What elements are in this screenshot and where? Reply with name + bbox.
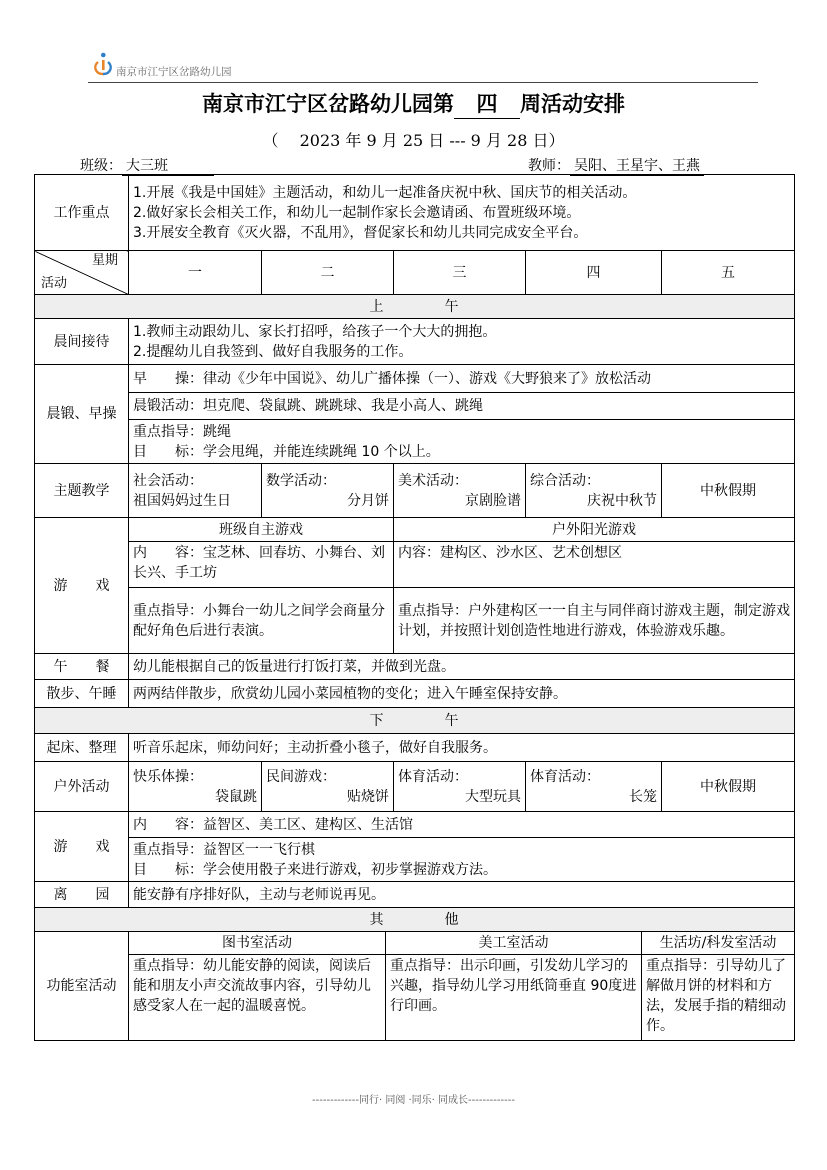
- reception-label: 晨间接待: [35, 319, 129, 365]
- weekly-plan-table: [34, 174, 795, 1041]
- indoor-games-title: 班级自主游戏: [129, 518, 394, 542]
- activity-name: 贴烧饼: [347, 788, 389, 805]
- corner-weekday-label: 星期: [91, 253, 118, 268]
- lesson-name: 京剧脸谱: [465, 492, 521, 509]
- lesson-name: 分月饼: [347, 492, 389, 509]
- weekday-mon: 一: [129, 251, 262, 295]
- reception-row: [35, 319, 795, 365]
- morning-section-row: [35, 295, 795, 319]
- title-suffix: 周活动安排: [520, 91, 625, 116]
- leave-label: 离 园: [35, 882, 129, 908]
- exercise-activities: 晨锻活动：坦克爬、袋鼠跳、跳跳球、我是小高人、跳绳: [129, 393, 795, 420]
- afternoon-games-label: 游 戏: [35, 812, 129, 882]
- header-rule: [88, 82, 758, 83]
- activity-type: 快乐体操：: [133, 768, 203, 785]
- teacher-value: 吴阳、王星宇、王燕: [570, 155, 704, 176]
- games-goal-text: 目 标：学会使用骰子来进行游戏，初步掌握游戏方法。: [133, 861, 497, 878]
- work-focus-item: 1.开展《我是中国娃》主题活动，和幼儿一起准备庆祝中秋、国庆节的相关活动。: [133, 184, 637, 201]
- exercise-goal-text: 目 标：学会甩绳，并能连续跳绳 10 个以上。: [133, 443, 440, 460]
- wakeup-row: [35, 734, 795, 762]
- lesson-type: 数学活动：: [266, 472, 336, 489]
- nap-content: 两两结伴散步，欣赏幼儿园小菜园植物的变化；进入午睡室保持安静。: [129, 680, 795, 708]
- afternoon-games-focus-row: [35, 838, 795, 882]
- theme-teaching-row: [35, 464, 795, 518]
- reception-line: 2.提醒幼儿自我签到、做好自我服务的工作。: [133, 343, 413, 360]
- life-room-title: 生活坊/科发室活动: [642, 932, 795, 955]
- activity-name: 长笼: [629, 788, 657, 805]
- weekday-corner-cell: [35, 251, 129, 295]
- exercise-focus-row: [35, 420, 795, 464]
- games-focus-text: 重点指导：益智区一一飞行棋: [133, 841, 315, 858]
- morning-section-header: 上 午: [35, 295, 795, 319]
- exercise-focus-text: 重点指导：跳绳: [133, 423, 231, 440]
- morning-exercise: 早 操：律动《少年中国说》、幼儿广播体操（一）、游戏《大野狼来了》放松活动: [129, 365, 795, 393]
- afternoon-section-header: 下 午: [35, 708, 795, 734]
- outdoor-activity-tue: [262, 762, 394, 812]
- work-focus-label: 工作重点: [35, 175, 129, 251]
- reception-line: 1.教师主动跟幼儿、家长打招呼，给孩子一个大大的拥抱。: [133, 323, 497, 340]
- outdoor-holiday: 中秋假期: [662, 762, 795, 812]
- logo-text: 南京市江宁区岔路幼儿园: [116, 66, 232, 78]
- art-room-content: 重点指导：出示印画，引发幼儿学习的兴趣，指导幼儿学习用纸筒垂直 90度进行印画。: [386, 955, 642, 1041]
- life-room-content: 重点指导：引导幼儿了解做月饼的材料和方法，发展手指的精细动作。: [642, 955, 795, 1041]
- exercise-label: 晨锻、早操: [35, 365, 129, 464]
- class-label: 班级：: [80, 158, 122, 174]
- weekday-thu: 四: [526, 251, 662, 295]
- afternoon-games-row: [35, 812, 795, 838]
- outdoor-activity-thu: [526, 762, 662, 812]
- teacher-info: [528, 155, 704, 176]
- library-room-content: 重点指导：幼儿能安静的阅读，阅读后能和朋友小声交流故事内容，引导幼儿感受家人在一起的温暖喜悦。: [129, 955, 386, 1041]
- room-content-row: [35, 955, 795, 1041]
- lesson-name: 祖国妈妈过生日: [133, 492, 231, 509]
- other-section-header: 其 他: [35, 908, 795, 932]
- theme-lesson-tue: [262, 464, 394, 518]
- leave-row: [35, 882, 795, 908]
- leave-content: 能安静有序排好队，主动与老师说再见。: [129, 882, 795, 908]
- afternoon-games-content: 内 容：益智区、美工区、建构区、生活馆: [129, 812, 795, 838]
- lesson-type: 美术活动：: [398, 472, 468, 489]
- other-section-row: [35, 908, 795, 932]
- date-range: （ 2023 年 9 月 25 日 --- 9 月 28 日）: [262, 131, 565, 150]
- morning-games-label: 游 戏: [35, 518, 129, 654]
- title-prefix: 南京市江宁区岔路幼儿园第: [202, 91, 454, 116]
- afternoon-games-focus: [129, 838, 795, 882]
- theme-lesson-mon: [129, 464, 262, 518]
- theme-lesson-wed: [394, 464, 526, 518]
- wakeup-content: 听音乐起床，师幼问好；主动折叠小毯子，做好自我服务。: [129, 734, 795, 762]
- activity-name: 大型玩具: [465, 788, 521, 805]
- outdoor-activity-wed: [394, 762, 526, 812]
- weekday-wed: 三: [394, 251, 526, 295]
- class-info: [80, 155, 214, 176]
- exercise-activities-row: [35, 393, 795, 420]
- activity-type: 体育活动：: [398, 768, 468, 785]
- games-content-row: [35, 542, 795, 588]
- activity-type: 体育活动：: [530, 768, 600, 785]
- games-title-row: [35, 518, 795, 542]
- nap-row: [35, 680, 795, 708]
- weekday-fri: 五: [662, 251, 795, 295]
- nap-label: 散步、午睡: [35, 680, 129, 708]
- theme-teaching-label: 主题教学: [35, 464, 129, 518]
- lunch-content: 幼儿能根据自己的饭量进行打饭打菜，并做到光盘。: [129, 654, 795, 680]
- page-title: [0, 88, 827, 119]
- work-focus-item: 3.开展安全教育《灭火器，不乱用》，督促家长和幼儿共同完成安全平台。: [133, 224, 588, 241]
- weekday-header-row: [35, 251, 795, 295]
- lesson-type: 综合活动：: [530, 472, 600, 489]
- lunch-row: [35, 654, 795, 680]
- weekday-tue: 二: [262, 251, 394, 295]
- work-focus-row: [35, 175, 795, 251]
- activity-type: 民间游戏：: [266, 768, 336, 785]
- reception-content: [129, 319, 795, 365]
- indoor-games-content: 内 容：宝芝林、回春坊、小舞台、刘长兴、手工坊: [129, 542, 394, 588]
- indoor-games-focus: 重点指导：小舞台一幼儿之间学会商量分配好角色后进行表演。: [129, 588, 394, 654]
- library-room-title: 图书室活动: [129, 932, 386, 955]
- function-room-label: 功能室活动: [35, 932, 129, 1041]
- kindergarten-logo: [92, 46, 272, 80]
- art-room-title: 美工室活动: [386, 932, 642, 955]
- corner-activity-label: 活动: [41, 276, 68, 291]
- games-focus-row: [35, 588, 795, 654]
- afternoon-section-row: [35, 708, 795, 734]
- activity-name: 袋鼠跳: [215, 788, 257, 805]
- outdoor-games-title: 户外阳光游戏: [394, 518, 795, 542]
- lesson-name: 庆祝中秋节: [587, 492, 657, 509]
- exercise-row: [35, 365, 795, 393]
- work-focus-item: 2.做好家长会相关工作，和幼儿一起制作家长会邀请函、布置班级环境。: [133, 204, 581, 221]
- outdoor-activity-mon: [129, 762, 262, 812]
- lesson-type: 社会活动：: [133, 472, 203, 489]
- room-title-row: [35, 932, 795, 955]
- outdoor-activity-label: 户外活动: [35, 762, 129, 812]
- page-footer: -------------同行· 同阅 ·同乐· 同成长-------------: [312, 1095, 515, 1106]
- wakeup-label: 起床、整理: [35, 734, 129, 762]
- outdoor-games-focus: 重点指导：户外建构区一一自主与同伴商讨游戏主题，制定游戏计划，并按照计划创造性地进行游戏，体验游戏乐趣。: [394, 588, 795, 654]
- lunch-label: 午 餐: [35, 654, 129, 680]
- outdoor-activity-row: [35, 762, 795, 812]
- theme-holiday: 中秋假期: [662, 464, 795, 518]
- outdoor-games-content: 内容：建构区、沙水区、艺术创想区: [394, 542, 795, 588]
- theme-lesson-thu: [526, 464, 662, 518]
- work-focus-content: [129, 175, 795, 251]
- teacher-label: 教师：: [528, 158, 570, 174]
- week-number: 四: [454, 88, 520, 119]
- exercise-focus: [129, 420, 795, 464]
- class-value: 大三班: [122, 155, 214, 176]
- logo-mark-icon: [92, 48, 114, 78]
